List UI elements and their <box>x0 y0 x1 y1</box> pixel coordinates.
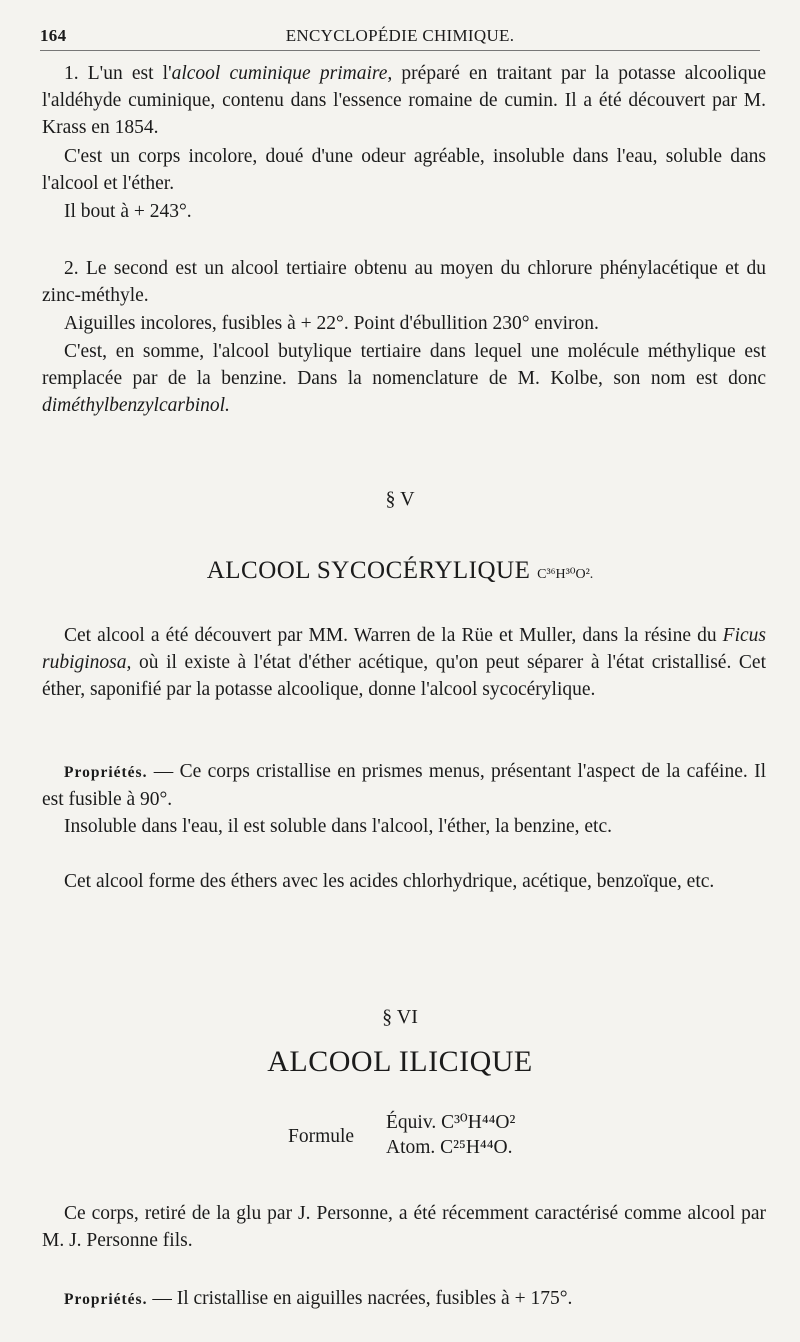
header-rule <box>40 50 760 51</box>
heading-formula: C³⁶H³⁰O². <box>537 567 594 582</box>
proprietes-label: Propriétés. <box>64 1291 148 1308</box>
section-heading-sycocerylique: ALCOOL SYCOCÉRYLIQUE C³⁶H³⁰O². <box>206 557 594 584</box>
section-heading-ilicique: ALCOOL ILICIQUE <box>267 1045 533 1078</box>
section-mark-6: § VI <box>382 1006 418 1028</box>
paragraph-cuminique: 1. L'un est l'alcool cuminique primaire, préparé en traitant par la potasse alcoolique l'aldéhyde cuminique, contenu dans l'essence romaine de cumin. Il a été découvert par M. Krass en 1854. <box>42 63 766 138</box>
paragraph-boiling-point: Il bout à + 243°. <box>64 201 192 222</box>
paragraph-tertiary: 2. Le second est un alcool tertiaire obtenu au moyen du chlorure phénylacétique et du zinc-méthyle. <box>42 258 766 306</box>
running-title: ENCYCLOPÉDIE CHIMIQUE. <box>285 26 515 45</box>
paragraph-butylique: C'est, en somme, l'alcool butylique tertiaire dans lequel une molécule méthylique est remplacée par de la benzine. Dans la nomenclature de M. Kolbe, son nom est donc diméthylbenzylcarbinol. <box>42 341 766 416</box>
paragraph-proprietes-2: Propriétés. — Il cristallise en aiguilles nacrées, fusibles à + 175°. <box>64 1288 573 1309</box>
section-mark-5: § V <box>385 488 415 510</box>
paragraph-glu: Ce corps, retiré de la glu par J. Personne, a été récemment caractérisé comme alcool par M. J. Personne fils. <box>42 1203 766 1251</box>
paragraph-solubility: Insoluble dans l'eau, il est soluble dans l'alcool, l'éther, la benzine, etc. <box>64 816 613 837</box>
paragraph-ethers: Cet alcool forme des éthers avec les acides chlorhydrique, acétique, benzoïque, etc. <box>64 871 715 892</box>
proprietes-label: Propriétés. <box>64 764 148 781</box>
paragraph-needles: Aiguilles incolores, fusibles à + 22°. Point d'ébullition 230° environ. <box>64 313 599 334</box>
formula-label: Formule <box>288 1126 355 1147</box>
formula-equiv-row: Équiv. C³⁰H⁴⁴O² <box>386 1112 516 1133</box>
formula-atom-row: Atom. C²⁵H⁴⁴O. <box>386 1137 513 1158</box>
running-head <box>40 26 760 52</box>
paragraph-properties-1: C'est un corps incolore, doué d'une odeur agréable, insoluble dans l'eau, soluble dans l'alcool et l'éther. <box>42 146 766 194</box>
paragraph-proprietes-1: Propriétés. — Ce corps cristallise en prismes menus, présentant l'aspect de la caféine. Il est fusible à 90°. <box>42 761 766 810</box>
formula-block <box>288 1110 608 1170</box>
page-number: 164 <box>40 26 67 45</box>
paragraph-discovery: Cet alcool a été découvert par MM. Warren de la Rüe et Muller, dans la résine du Ficus rubiginosa, où il existe à l'état d'éther acétique, qu'on peut séparer à l'état cristallisé. Cet éther, saponifié par la potasse alcoolique, donne l'alcool sycocérylique. <box>42 625 766 700</box>
